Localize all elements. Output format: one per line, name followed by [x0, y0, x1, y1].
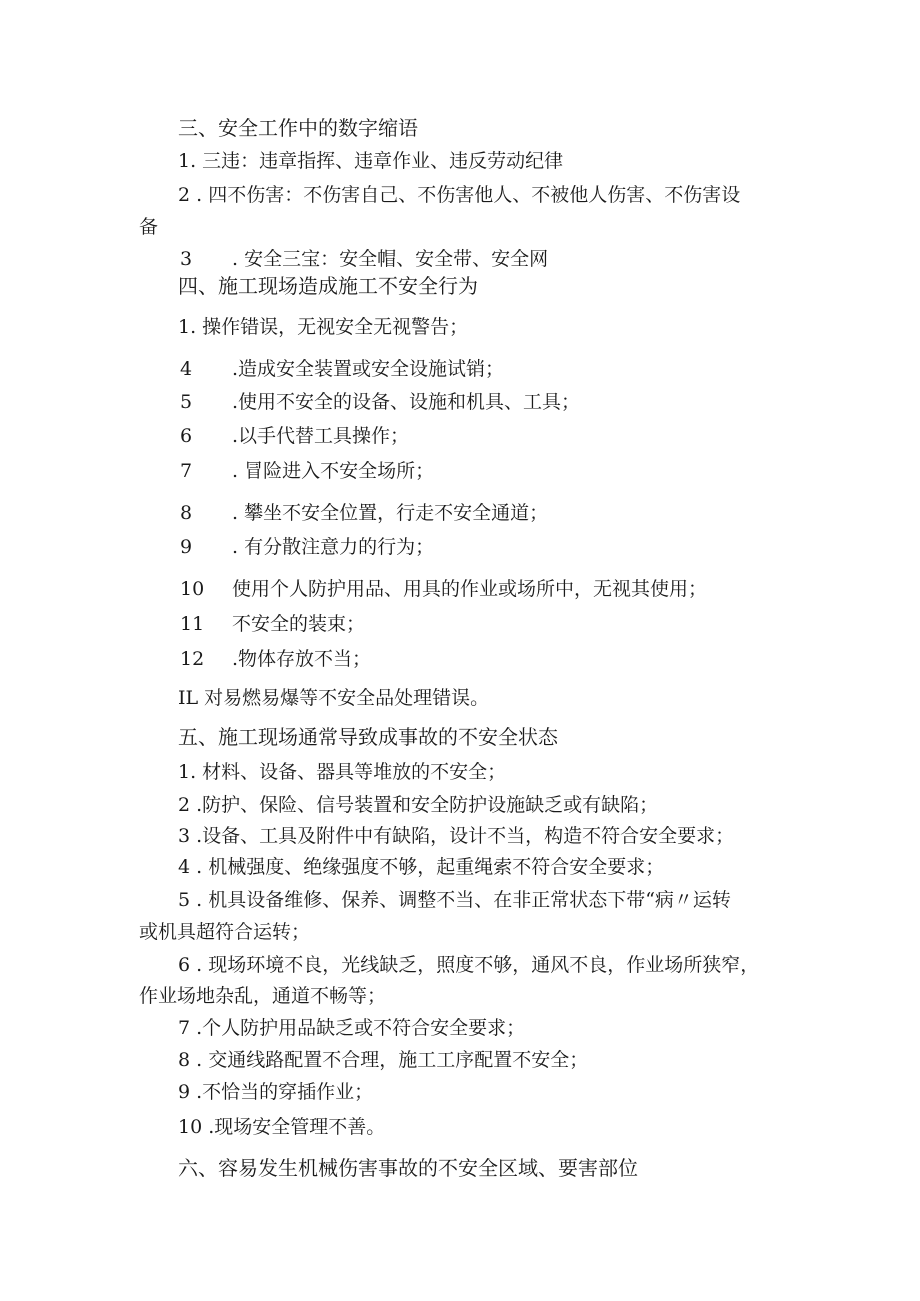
section-3-heading: 三、安全工作中的数字缩语	[178, 116, 418, 140]
section-5-item-5-continued: 或机具超符合运转；	[139, 921, 311, 943]
section-4-item-number: 8	[180, 502, 193, 524]
section-5-item-6: 6 . 现场环境不良，光线缺乏，照度不够，通风不良，作业场所狭窄，	[178, 954, 760, 976]
section-6-heading: 六、容易发生机械伤害事故的不安全区域、要害部位	[178, 1156, 638, 1180]
section-4-item-text: .以手代替工具操作；	[232, 425, 410, 447]
section-4-item-text: . 冒险进入不安全场所；	[232, 460, 435, 482]
section-5-item-3: 3 .设备、工具及附件中有缺陷，设计不当，构造不符合安全要求；	[178, 825, 735, 847]
section-4-item-number: 4	[180, 358, 193, 380]
section-3-item-3-text: . 安全三宝：安全帽、安全带、安全网	[232, 248, 549, 270]
section-4-item-text: . 攀坐不安全位置，行走不安全通道；	[232, 502, 549, 524]
section-5-item-4: 4 . 机械强度、绝缘强度不够，起重绳索不符合安全要求；	[178, 856, 665, 878]
section-5-item-6-continued: 作业场地杂乱，通道不畅等；	[139, 985, 387, 1007]
section-5-item-1: 1. 材料、设备、器具等堆放的不安全；	[178, 761, 507, 783]
section-4-item-number: 11	[180, 613, 205, 635]
section-4-item-text: .物体存放不当；	[232, 648, 372, 670]
section-5-item-7: 7 .个人防护用品缺乏或不符合安全要求；	[178, 1017, 526, 1039]
section-3-item-2-continued: 备	[139, 216, 159, 238]
section-5-item-2: 2 .防护、保险、信号装置和安全防护设施缺乏或有缺陷；	[178, 794, 659, 816]
section-3-item-1: 1. 三违：违章指挥、违章作业、违反劳动纪律	[178, 150, 564, 172]
section-4-item-number: 10	[180, 578, 205, 600]
section-4-item-text: 不安全的装束；	[232, 613, 366, 635]
section-3-item-3-number: 3	[180, 248, 193, 270]
section-3-item-2: 2 . 四不伤害：不伤害自己、不伤害他人、不被他人伤害、不伤害设	[178, 184, 741, 206]
section-4-item-text: .使用不安全的设备、设施和机具、工具；	[232, 391, 581, 413]
section-5-heading: 五、施工现场通常导致成事故的不安全状态	[178, 725, 558, 749]
section-4-item-last: IL 对易燃易爆等不安全品处理错误。	[178, 687, 490, 709]
section-4-item-number: 6	[180, 425, 193, 447]
section-4-item-text: .造成安全装置或安全设施试销；	[232, 358, 505, 380]
section-5-item-9: 9 .不恰当的穿插作业；	[178, 1081, 374, 1103]
section-5-item-5: 5 . 机具设备维修、保养、调整不当、在非正常状态下带“病〃运转	[178, 889, 731, 911]
section-4-item-text: 使用个人防护用品、用具的作业或场所中，无视其使用；	[232, 578, 708, 600]
section-5-item-10: 10 .现场安全管理不善。	[178, 1116, 386, 1138]
section-4-heading: 四、施工现场造成施工不安全行为	[178, 274, 478, 298]
section-4-item-number: 7	[180, 460, 193, 482]
section-5-item-8: 8 . 交通线路配置不合理，施工工序配置不安全；	[178, 1049, 589, 1071]
section-4-item-number: 9	[180, 536, 193, 558]
section-4-item-text: . 有分散注意力的行为；	[232, 536, 435, 558]
section-4-item-number: 5	[180, 391, 193, 413]
section-4-item-number: 12	[180, 648, 205, 670]
section-4-item-1: 1. 操作错误，无视安全无视警告；	[178, 316, 469, 338]
